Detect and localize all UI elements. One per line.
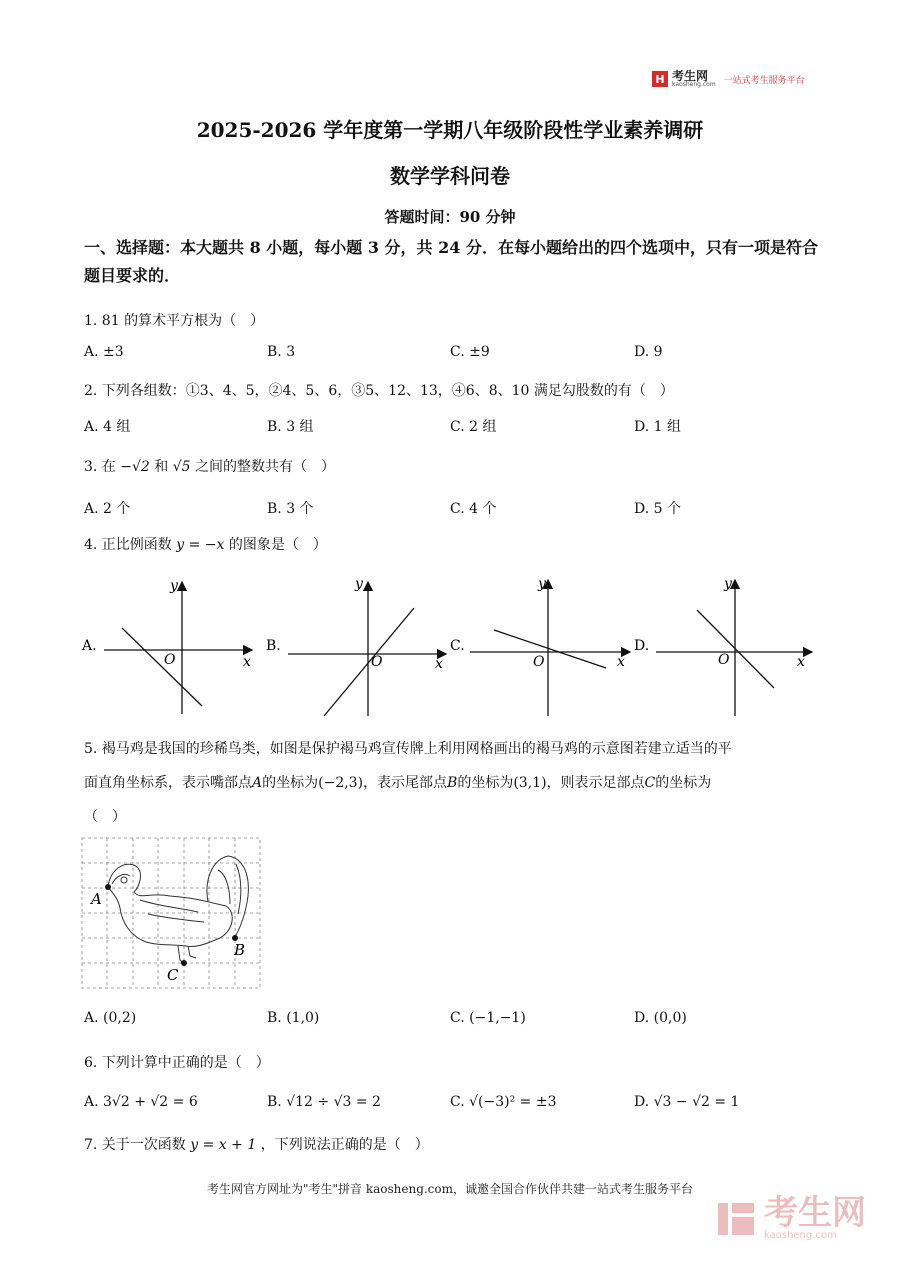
q5-label-c: C (167, 966, 179, 984)
section-heading: 一、选择题：本大题共 8 小题，每小题 3 分，共 24 分．在每小题给出的四个选项中，只有一项是符合题目要求的． (84, 238, 818, 285)
brand-slogan: 一站式考生服务平台 (723, 75, 805, 86)
q5-coord-b: (3,1) (513, 775, 547, 791)
q4-graph-a-x-label: x (243, 654, 251, 670)
q4-graph-a-line (122, 628, 202, 706)
q3-option-b: B. 3 个 (267, 501, 314, 517)
q3-pre: 3. 在 (84, 459, 116, 475)
page-footer: 考生网官方网址为"考生"拼音 kaosheng.com，诚邀全国合作伙伴共建一站式考生服务平台 (206, 1182, 694, 1196)
q4-graph-c-x-label: x (617, 654, 625, 670)
q5-point-a-name: A (252, 775, 263, 791)
kaosheng-watermark-icon (716, 1199, 756, 1239)
q4-graph-d (634, 576, 812, 716)
q5-point-c (181, 960, 187, 966)
q1-stem: 1. 81 的算术平方根为（ ） (84, 313, 265, 329)
q5-text-d: 的坐标为 (457, 775, 514, 791)
q7-stem (84, 1134, 429, 1154)
q6-option-a-letter: A. (84, 1094, 99, 1110)
q5-option-a (84, 1010, 136, 1026)
q7-pre: 7. 关于一次函数 (84, 1137, 186, 1153)
q3-option-d: D. 5 个 (634, 501, 681, 517)
q4-graph-d-origin: O (718, 652, 730, 668)
kaosheng-logo-icon: H (652, 71, 668, 87)
q4-graph-b-line (324, 608, 414, 716)
q2-option-c: C. 2 组 (450, 419, 497, 435)
q3-option-a: A. 2 个 (84, 501, 131, 517)
q6-stem: 6. 下列计算中正确的是（ ） (84, 1055, 270, 1071)
q5-coord-a: (−2,3) (318, 775, 364, 791)
q5-option-c-letter: C. (450, 1010, 465, 1026)
q5-point-a (105, 884, 111, 890)
q1-option-b: B. 3 (267, 344, 296, 360)
q5-label-b: B (234, 941, 246, 959)
q3-math-1: −√2 (120, 459, 150, 475)
q6-option-d-letter: D. (634, 1094, 650, 1110)
q6-option-d (634, 1094, 739, 1110)
q6-option-d-value: √3 − √2 = 1 (653, 1094, 740, 1110)
q1-option-d: D. 9 (634, 344, 663, 360)
q5-option-b-value: (1,0) (286, 1010, 320, 1026)
q4-graph-a-y-label: y (170, 578, 178, 594)
q5-text-e: ，则表示足部点 (546, 775, 645, 791)
q5-option-d-letter: D. (634, 1010, 650, 1026)
q4-graph-b-origin: O (371, 654, 383, 670)
q5-text-f: 的坐标为 (655, 775, 712, 791)
q7-equation: y = x + 1 (190, 1137, 257, 1153)
q4-graph-c-line (494, 630, 606, 668)
q5-answer-paren: （ ） (84, 809, 126, 825)
q5-option-b-letter: B. (267, 1010, 282, 1026)
q2-option-d: D. 1 组 (634, 419, 681, 435)
q4-graph-c (450, 576, 630, 716)
q5-stem-line1: 5. 褐马鸡是我国的珍稀鸟类，如图是保护褐马鸡宣传牌上利用网格画出的褐马鸡的示意图若建立适当的平 (84, 741, 732, 757)
q2-stem: 2. 下列各组数：①3、4、5，②4、5、6，③5、12、13，④6、8、10 满足勾股数的有（ ） (84, 383, 674, 399)
watermark-domain: kaosheng.com (764, 1230, 837, 1241)
q3-option-c: C. 4 个 (450, 501, 497, 517)
q6-option-b-letter: B. (267, 1094, 282, 1110)
q4-graph-d-x-label: x (797, 654, 805, 670)
q5-point-b-name: B (447, 775, 458, 791)
q4-graph-c-origin: O (533, 654, 545, 670)
q4-graph-b (266, 576, 446, 716)
q4-graph-d-y-label: y (724, 576, 732, 592)
q2-option-a: A. 4 组 (84, 419, 131, 435)
q5-option-c (450, 1010, 526, 1026)
q1-option-c: C. ±9 (450, 344, 490, 360)
q5-label-a: A (91, 890, 102, 908)
q4-graph-c-letter: C. (450, 638, 465, 654)
q4-equation: y = −x (176, 537, 225, 553)
q5-option-d-value: (0,0) (653, 1010, 687, 1026)
q3-math-2: √5 (172, 459, 191, 475)
q6-option-a (84, 1094, 198, 1110)
q6-option-c-value: √(−3)² = ±3 (469, 1094, 557, 1110)
q4-graph-c-y-label: y (538, 576, 546, 592)
q6-option-c-letter: C. (450, 1094, 465, 1110)
q1-option-a: A. ±3 (84, 344, 124, 360)
q4-pre: 4. 正比例函数 (84, 537, 172, 553)
q6-option-b-value: √12 ÷ √3 = 2 (286, 1094, 381, 1110)
q5-text-b: 的坐标为 (262, 775, 319, 791)
q5-stem-line2 (84, 772, 711, 792)
q5-option-c-value: (−1,−1) (469, 1010, 526, 1026)
q3-mid: 和 (154, 459, 169, 475)
watermark-name: 考生网 (764, 1193, 866, 1233)
q4-graph-d-letter: D. (634, 638, 650, 654)
q4-graph-a (81, 578, 252, 714)
q5-option-d (634, 1010, 687, 1026)
q6-option-b (267, 1094, 381, 1110)
q4-post: 的图象是（ ） (228, 537, 327, 553)
exam-subject: 数学学科问卷 (390, 164, 510, 188)
exam-time: 答题时间：90 分钟 (384, 208, 516, 226)
watermark (716, 1193, 866, 1241)
q4-graph-a-origin: O (164, 652, 176, 668)
q3-post: 之间的整数共有（ ） (195, 459, 336, 475)
q4-graph-b-x-label: x (435, 656, 443, 672)
q4-graph-b-letter: B. (266, 638, 281, 654)
q5-text-c: ，表示尾部点 (363, 775, 448, 791)
q5-grid-figure (82, 838, 260, 988)
q4-graph-a-letter: A. (82, 638, 97, 654)
q5-option-b (267, 1010, 319, 1026)
q4-graph-b-y-label: y (355, 576, 363, 592)
exam-title: 2025-2026 学年度第一学期八年级阶段性学业素养调研 (196, 118, 704, 142)
q2-option-b: B. 3 组 (267, 419, 314, 435)
q5-text-a: 面直角坐标系，表示嘴部点 (84, 775, 252, 791)
brand-name: 考生网 (672, 69, 709, 83)
q6-option-c (450, 1094, 557, 1110)
brand-domain: kaosheng.com (672, 81, 716, 88)
q7-post: ，下列说法正确的是（ ） (260, 1137, 429, 1153)
q5-option-a-letter: A. (84, 1010, 99, 1026)
q5-option-a-value: (0,2) (103, 1010, 137, 1026)
q5-point-c-name: C (644, 775, 656, 791)
q6-option-a-value: 3√2 + √2 = 6 (103, 1094, 198, 1110)
pheasant-drawing-icon (108, 856, 248, 964)
